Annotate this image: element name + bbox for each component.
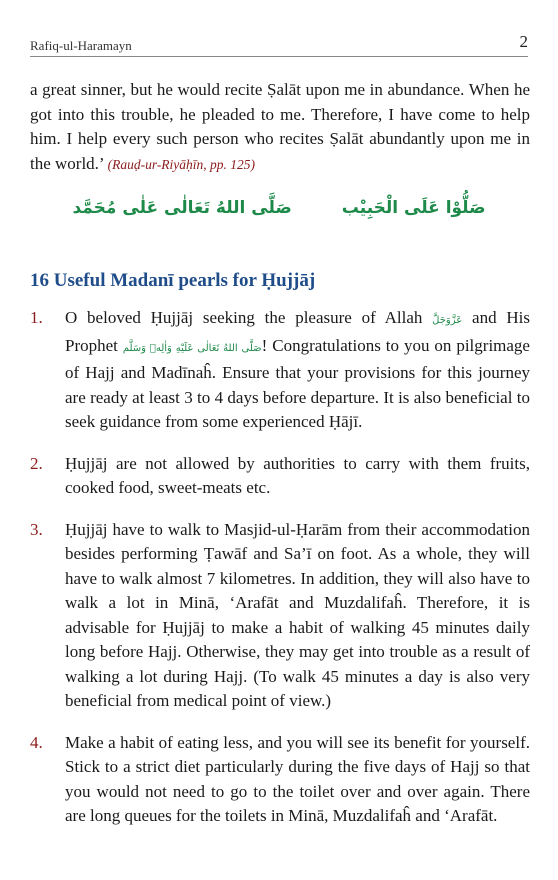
pearl-number: 1. bbox=[30, 308, 43, 327]
pearls-list bbox=[30, 306, 530, 846]
honorific-salawat: صَلَّى اللهُ تَعَالٰى عَلَيْهِ وَاٰلِهٖ وَسَلَّم bbox=[122, 342, 262, 354]
list-item bbox=[30, 306, 530, 435]
header-divider bbox=[30, 56, 528, 57]
section-heading: 16 Useful Madanī pearls for Ḥujjāj bbox=[30, 270, 316, 291]
pearl-text: Make a habit of eating less, and you will see its benefit for yourself. Stick to a strict diet particularly during the five days of Hajj so that you would not need to go to the toilet over and over again. There are long queues for the toilets in Minā, Muzdalifaĥ and ‘Arafāt. bbox=[65, 732, 530, 825]
calligraphy-left: صَلَّى اللهُ تَعَالٰى عَلٰى مُحَمَّد bbox=[72, 198, 292, 218]
pearl-text: Ḥujjāj are not allowed by authorities to carry with them fruits, cooked food, sweet-meats etc. bbox=[65, 453, 530, 497]
page-header bbox=[30, 26, 528, 56]
calligraphy-right: صَلُّوْا عَلَى الْحَبِيْب bbox=[341, 198, 486, 218]
citation: (Rauḍ-ur-Riyāḥīn, pp. 125) bbox=[107, 156, 256, 172]
book-title: Rafiq-ul-Haramayn bbox=[30, 38, 132, 53]
pearl-text: Ḥujjāj have to walk to Masjid-ul-Ḥarām from their accommodation besides performing Ṭawāf and Sa’ī on foot. As a whole, they will have to walk almost 7 kilometres. In addition, they will also have to walk a lot in Minā, ‘Arafāt and Muzdalifaĥ. Therefore, it is advisable for Ḥujjāj to make a habit of walking 45 minutes daily long before Hajj. Otherwise, they may get into trouble as a result of walking a lot during Hajj. (To walk 45 minutes a day is also very beneficial from medical point of view.) bbox=[65, 519, 530, 710]
pearl-number: 4. bbox=[30, 732, 43, 752]
pearl-text: O beloved Ḥujjāj seeking the pleasure of Allah bbox=[65, 308, 433, 327]
honorific-azza-wa-jal: عَزَّوَجَلَّ bbox=[432, 315, 463, 326]
intro-text: a great sinner, but he would recite Ṣalāt upon me in abundance. When he got into this trouble, he pleaded to me. Therefore, I have come to help him. I help every such person who recites Ṣalāt abundantly upon me in the world.’ bbox=[30, 80, 530, 173]
page-number: 2 bbox=[519, 32, 528, 51]
list-item bbox=[30, 452, 530, 501]
pearl-number: 3. bbox=[30, 519, 43, 539]
salat-calligraphy bbox=[0, 198, 558, 218]
list-item bbox=[30, 731, 530, 829]
pearl-number: 2. bbox=[30, 453, 43, 473]
list-item bbox=[30, 518, 530, 714]
intro-paragraph bbox=[30, 78, 530, 177]
pearl-text: and His Prophet bbox=[65, 308, 530, 355]
pearl-text: ! Congratulations to you on pilgrimage of Hajj and Madīnaĥ. Ensure that your provisions for this journey are ready at least 3 to 4 days before departure. It is also beneficial to seek guidance from some experienced Ḥājī. bbox=[65, 335, 530, 431]
